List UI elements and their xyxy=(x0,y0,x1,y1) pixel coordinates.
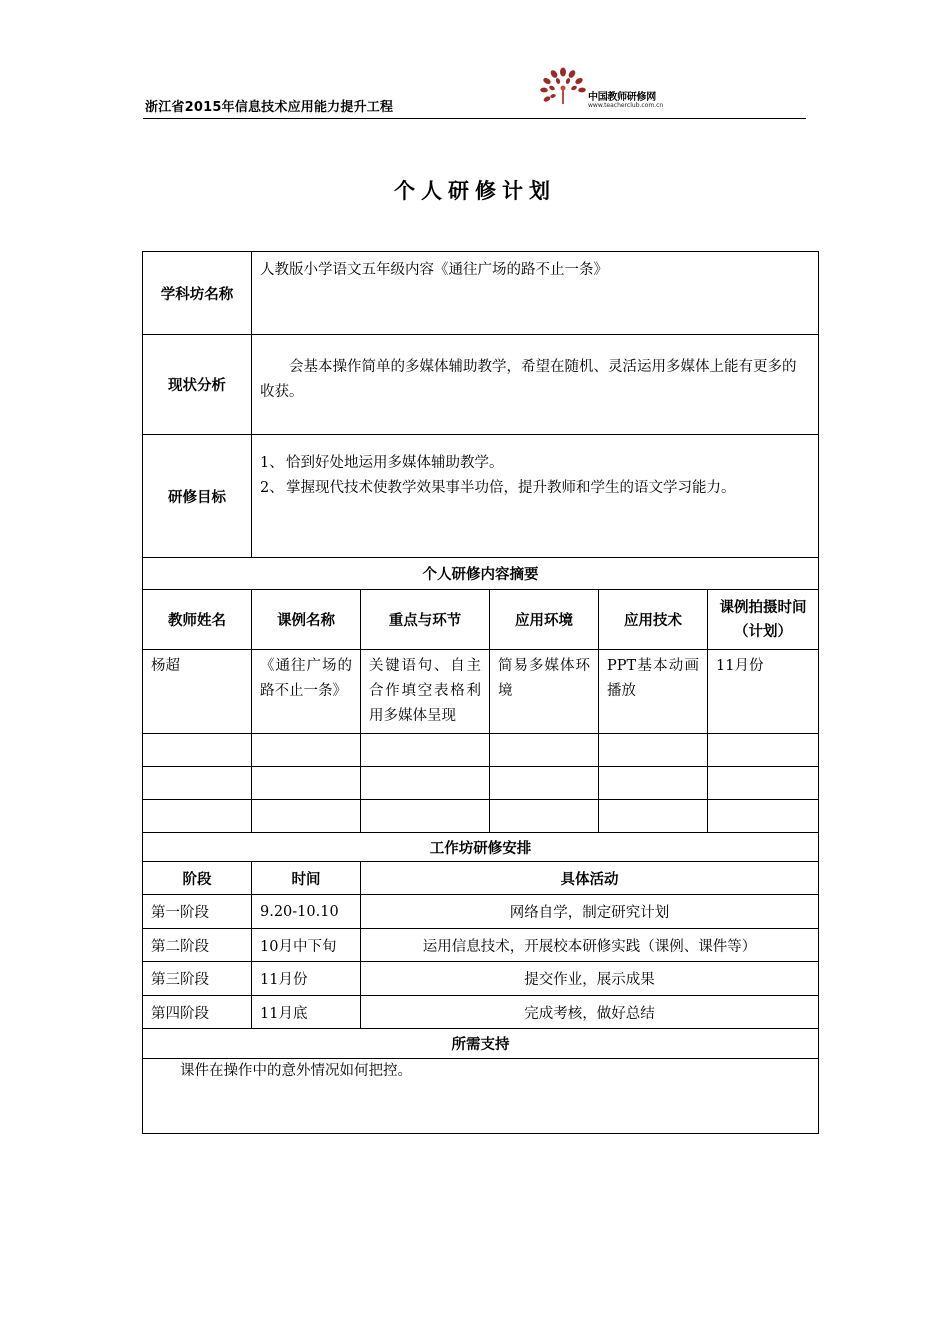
document-title: 个人研修计划 xyxy=(394,179,556,203)
support-section-row xyxy=(143,1029,819,1059)
goal-item: 1、 恰到好处地运用多媒体辅助教学。 xyxy=(260,455,504,471)
teacherclub-logo xyxy=(538,66,678,114)
technology: PPT基本动画播放 xyxy=(599,650,708,734)
stage-time: 11月底 xyxy=(252,996,361,1029)
col-header: 课例拍摄时间（计划） xyxy=(708,590,819,650)
col-header: 课例名称 xyxy=(252,590,361,650)
subject-value: 人教版小学语文五年级内容《通往广场的路不止一条》 xyxy=(252,252,819,335)
page-header xyxy=(143,66,806,119)
goal-item: 2、 掌握现代技术使教学效果事半功倍，提升教师和学生的语文学习能力。 xyxy=(260,480,736,496)
summary-section-row xyxy=(143,558,819,590)
lesson-name: 《通往广场的路不止一条》 xyxy=(252,650,361,734)
schedule-section-row xyxy=(143,833,819,862)
stage-activity: 运用信息技术，开展校本研修实践（课例、课件等） xyxy=(361,929,819,962)
stage-activity: 提交作业，展示成果 xyxy=(361,962,819,996)
logo-url: www.teacherclub.com.cn xyxy=(588,102,664,109)
schedule-header-row xyxy=(143,862,819,895)
header-title: 浙江省2015年信息技术应用能力提升工程 xyxy=(145,100,394,115)
support-section-title: 所需支持 xyxy=(143,1029,819,1059)
col-header: 教师姓名 xyxy=(143,590,252,650)
summary-row xyxy=(143,650,819,734)
support-row xyxy=(143,1059,819,1134)
goal-list xyxy=(252,435,819,558)
summary-empty-row xyxy=(143,767,819,800)
summary-empty-row xyxy=(143,800,819,833)
status-label: 现状分析 xyxy=(143,335,252,435)
col-header: 应用技术 xyxy=(599,590,708,650)
teacher-name: 杨超 xyxy=(143,650,252,734)
col-header: 阶段 xyxy=(143,862,252,895)
summary-section-title: 个人研修内容摘要 xyxy=(143,558,819,590)
summary-header-row xyxy=(143,590,819,650)
status-row xyxy=(143,335,819,435)
stage-time: 11月份 xyxy=(252,962,361,996)
status-value: 会基本操作简单的多媒体辅助教学，希望在随机、灵活运用多媒体上能有更多的收获。 xyxy=(252,335,819,435)
shoot-time: 11月份 xyxy=(708,650,819,734)
summary-empty-row xyxy=(143,734,819,767)
research-plan-table xyxy=(142,251,819,1134)
support-text: 课件在操作中的意外情况如何把控。 xyxy=(143,1059,819,1134)
stage-time: 9.20-10.10 xyxy=(252,895,361,929)
goal-row xyxy=(143,435,819,558)
goal-label: 研修目标 xyxy=(143,435,252,558)
col-header: 时间 xyxy=(252,862,361,895)
stage-activity: 完成考核，做好总结 xyxy=(361,996,819,1029)
stage-name: 第一阶段 xyxy=(143,895,252,929)
col-header: 具体活动 xyxy=(361,862,819,895)
key-points: 关键语句、自主合作填空表格利用多媒体呈现 xyxy=(361,650,490,734)
schedule-row xyxy=(143,895,819,929)
logo-flower-icon xyxy=(538,66,588,110)
stage-time: 10月中下旬 xyxy=(252,929,361,962)
stage-name: 第二阶段 xyxy=(143,929,252,962)
stage-activity: 网络自学，制定研究计划 xyxy=(361,895,819,929)
schedule-section-title: 工作坊研修安排 xyxy=(143,833,819,862)
subject-label: 学科坊名称 xyxy=(143,252,252,335)
stage-name: 第三阶段 xyxy=(143,962,252,996)
subject-row xyxy=(143,252,819,335)
stage-name: 第四阶段 xyxy=(143,996,252,1029)
col-header: 重点与环节 xyxy=(361,590,490,650)
schedule-row xyxy=(143,996,819,1029)
schedule-row xyxy=(143,929,819,962)
logo-chinese-name: 中国教师研修网 xyxy=(588,92,656,103)
environment: 简易多媒体环境 xyxy=(490,650,599,734)
schedule-row xyxy=(143,962,819,996)
col-header: 应用环境 xyxy=(490,590,599,650)
